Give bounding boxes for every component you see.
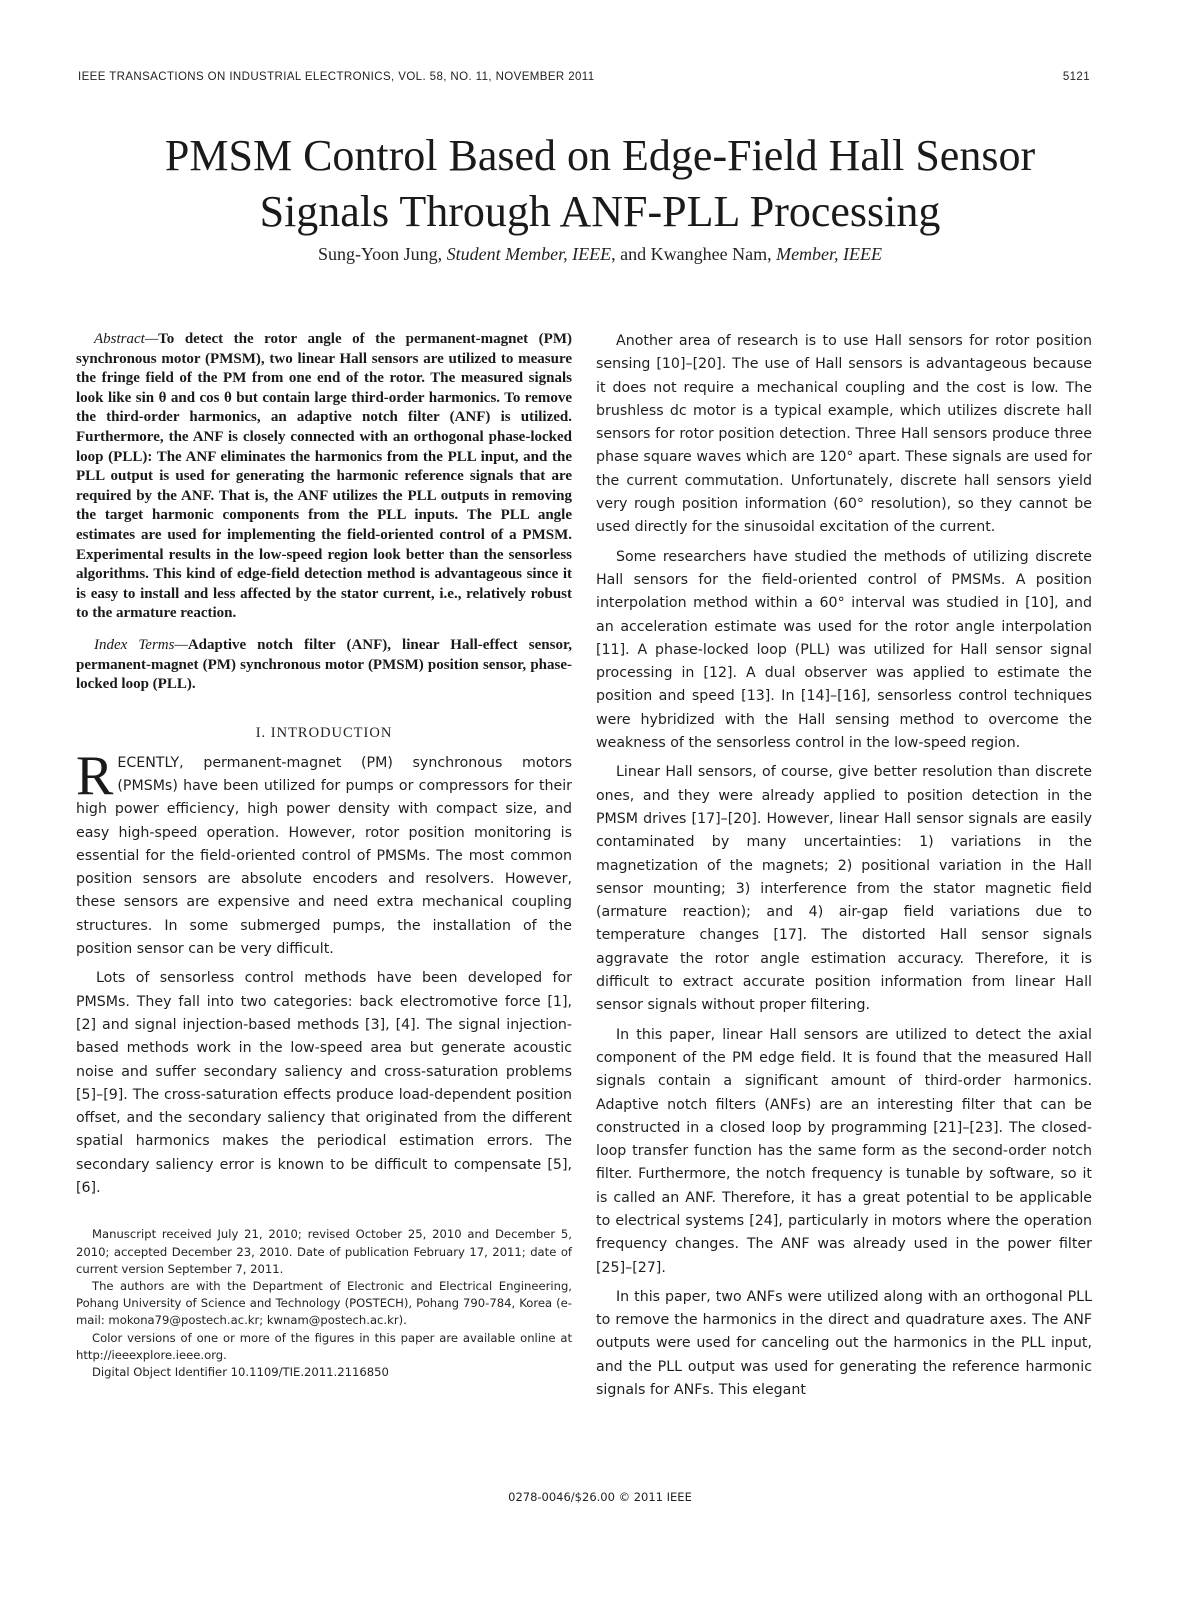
author-1-affiliation: Student Member, IEEE (446, 244, 612, 264)
footnote-color-versions: Color versions of one or more of the figures in this paper are available online at http://ieeexplore.ieee.org. (76, 1330, 572, 1362)
title-line-1: PMSM Control Based on Edge-Field Hall Sensor (164, 131, 1036, 180)
right-paragraph-3: Linear Hall sensors, of course, give better resolution than discrete ones, and they were already applied to position detection in the PMSM drives [17]–[20]. However, linear Hall sensor signals are easily contaminated by many uncertainties: 1) variations in the magnetization of the magnets; 2) positional variation in the Hall sensor mounting; 3) interference from the stator magnetic field (armature reaction); and 4) air-gap field variations due to temperature changes [17]. The distorted Hall sensor signals aggravate the rotor angle estimation accuracy. Therefore, it is difficult to extract accurate position information from linear Hall sensor signals without proper filtering. (596, 764, 1092, 1014)
intro-paragraph-1 (76, 744, 572, 962)
right-paragraph-5: In this paper, two ANFs were utilized along with an orthogonal PLL to remove the harmonics in the direct and quadrature axes. The ANF outputs were used for canceling out the harmonics in the PLL input, and the PLL output was used for generating the reference harmonic signals for ANFs. This elegant (596, 1288, 1092, 1399)
copyright-footer: 0278-0046/$26.00 © 2011 IEEE (508, 1490, 692, 1504)
paper-title (60, 128, 1140, 240)
abstract-text: To detect the rotor angle of the permanent-magnet (PM) synchronous motor (PMSM), two linear Hall sensors are utilized to measure the fringe field of the PM from one end of the rotor. The measured signals look like sin θ and cos θ but contain large third-order harmonics. To remove the third-order harmonics, an adaptive notch filter (ANF) is utilized. Furthermore, the ANF is closely connected with an orthogonal phase-locked loop (PLL): The ANF eliminates the harmonics from the PLL input, and the PLL output is used for generating the harmonic reference signals that are required by the ANF. That is, the ANF utilizes the PLL outputs in removing the target harmonic components from the PLL inputs. The PLL angle estimates are used for implementing the field-oriented control of a PMSM. Experimental results in the low-speed region look better than the sensorless algorithms. This kind of edge-field detection method is advantageous since it is easy to install and less affected by the stator current, i.e., relatively robust to the armature reaction. (76, 331, 572, 622)
left-column (76, 330, 572, 1381)
abstract (76, 330, 572, 624)
right-column (596, 330, 1092, 1402)
journal-header: IEEE TRANSACTIONS ON INDUSTRIAL ELECTRONICS, VOL. 58, NO. 11, NOVEMBER 2011 (78, 71, 595, 83)
footnote-doi: Digital Object Identifier 10.1109/TIE.2011.2116850 (92, 1364, 389, 1379)
right-paragraph-4: In this paper, linear Hall sensors are utilized to detect the axial component of the PM edge field. It is found that the measured Hall signals contain a significant amount of third-order harmonics. Adaptive notch filters (ANFs) are an interesting filter that can be constructed in a closed loop by programming [21]–[23]. The closed-loop transfer function has the same form as the second-order notch filter. Furthermore, the notch frequency is tunable by software, so it is called an ANF. Therefore, it has a great potential to be applicable to electrical systems [24], particularly in motors where the operation frequency changes. The ANF was already used in the power filter [25]–[27]. (596, 1026, 1092, 1276)
intro-paragraph-1-text: ECENTLY, permanent-magnet (PM) synchronous motors (PMSMs) have been utilized for pumps or compressors for their high power efficiency, high power density with compact size, and easy high-speed operation. However, rotor position monitoring is essential for the field-oriented control of PMSMs. The most common position sensors are absolute encoders and resolvers. However, these sensors are expensive and need extra mechanical coupling structures. In some submerged pumps, the installation of the position sensor can be very difficult. (76, 754, 572, 958)
index-terms-text: Adaptive notch filter (ANF), linear Hall-effect sensor, permanent-magnet (PM) synchronous motor (PMSM) position sensor, phase-locked loop (PLL). (76, 636, 572, 693)
footnotes (76, 1226, 572, 1381)
author-2-affiliation: Member, IEEE (776, 244, 883, 264)
drop-cap: R (76, 744, 114, 807)
footnote-affiliation: The authors are with the Department of Electronic and Electrical Engineering, Pohang University of Science and Technology (POSTECH), Pohang 790-784, Korea (e-mail: mokona79@postech.ac.kr; kwnam@postech.ac.kr). (76, 1278, 572, 1328)
intro-paragraph-2: Lots of sensorless control methods have been developed for PMSMs. They fall into two categories: back electromotive force [1], [2] and signal injection-based methods [3], [4]. The signal injection-based methods work in the low-speed area but generate acoustic noise and suffer secondary saliency and cross-saturation problems [5]–[9]. The cross-saturation effects produce load-dependent position offset, and the secondary saliency that originated from the different spatial harmonics makes the periodical estimation errors. The secondary saliency error is known to be difficult to compensate [5], [6]. (76, 970, 572, 1197)
author-line (60, 244, 1140, 265)
author-conjunction: , and Kwanghee Nam, (611, 244, 777, 264)
index-terms (76, 636, 572, 695)
running-header (78, 71, 1090, 89)
right-paragraph-1: Another area of research is to use Hall sensors for rotor position sensing [10]–[20]. The use of Hall sensors is advantageous because it does not require a mechanical coupling and the cost is low. The brushless dc motor is a typical example, which utilizes discrete hall sensors for rotor position detection. Three Hall sensors produce three phase square waves which are 120° apart. These signals are used for the current commutation. Unfortunately, discrete hall sensors yield very rough position information (60° resolution), so they cannot be used directly for the sinusoidal excitation of the current. (596, 333, 1092, 536)
abstract-lead: Abstract— (94, 331, 159, 347)
index-terms-lead: Index Terms— (94, 636, 188, 653)
page-number: 5121 (1062, 71, 1090, 83)
section-heading-introduction: I. INTRODUCTION (255, 724, 393, 741)
right-paragraph-2: Some researchers have studied the methods of utilizing discrete Hall sensors for the field-oriented control of PMSMs. A position interpolation method within a 60° interval was studied in [10], and an acceleration estimate was used for the rotor angle interpolation [11]. A phase-locked loop (PLL) was utilized for Hall sensor signal processing in [12]. A dual observer was applied to estimate the position and speed [13]. In [14]–[16], sensorless control techniques were hybridized with the Hall sensing method to overcome the weakness of the sensorless control in the low-speed region. (596, 548, 1092, 752)
title-line-2: Signals Through ANF-PLL Processing (259, 187, 941, 236)
footnote-manuscript: Manuscript received July 21, 2010; revised October 25, 2010 and December 5, 2010; accepted December 23, 2010. Date of publication February 17, 2011; date of current version September 7, 2011. (76, 1227, 572, 1276)
author-1: Sung-Yoon Jung, (317, 244, 447, 264)
